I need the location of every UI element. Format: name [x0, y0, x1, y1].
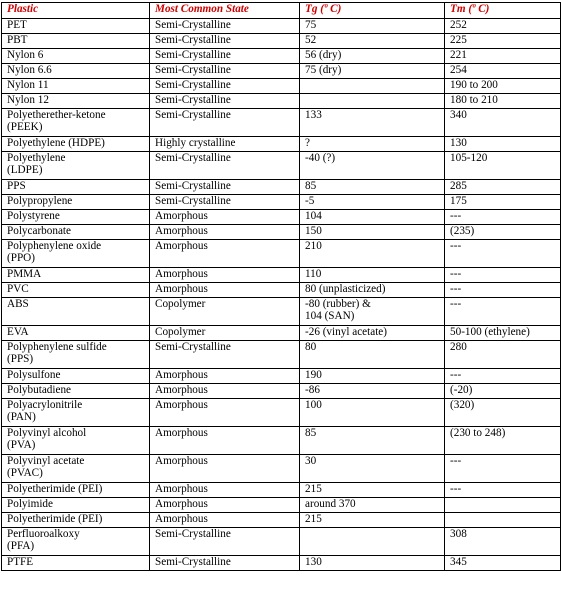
cell-tm: --- [445, 210, 561, 225]
cell-state: Amorphous [150, 498, 300, 513]
cell-tg [300, 19, 445, 34]
cell-state: Amorphous [150, 483, 300, 498]
cell-plastic [2, 195, 150, 210]
cell-tm: 225 [445, 34, 561, 49]
cell-plastic [2, 49, 150, 64]
header-tg: Tg (º C) [300, 3, 445, 19]
cell-tm: (230 to 248) [445, 427, 561, 455]
table-row [2, 109, 561, 137]
cell-tm: 190 to 200 [445, 79, 561, 94]
cell-tg [300, 483, 445, 498]
cell-state: Semi-Crystalline [150, 528, 300, 556]
table-row [2, 195, 561, 210]
cell-plastic [2, 369, 150, 384]
table-row [2, 283, 561, 298]
cell-tg [300, 240, 445, 268]
cell-plastic-line: Polyethylene [7, 152, 66, 164]
cell-state: Amorphous [150, 384, 300, 399]
table-header-row [2, 3, 561, 19]
cell-plastic-line: Nylon 11 [7, 79, 49, 91]
cell-tg-line: 190 [305, 369, 322, 381]
cell-plastic [2, 152, 150, 180]
cell-tm: (-20) [445, 384, 561, 399]
table-row [2, 268, 561, 283]
cell-plastic [2, 513, 150, 528]
cell-plastic [2, 528, 150, 556]
table-row [2, 210, 561, 225]
cell-plastic [2, 483, 150, 498]
cell-plastic [2, 298, 150, 326]
cell-tg-line: 85 [305, 180, 317, 192]
cell-plastic-line: Polyetherimide (PEI) [7, 483, 103, 495]
cell-tg [300, 528, 445, 556]
cell-tg [300, 210, 445, 225]
cell-state: Amorphous [150, 268, 300, 283]
cell-plastic-line: (PVAC) [7, 467, 43, 480]
cell-plastic-line: Polyphenylene oxide [7, 240, 102, 252]
cell-state: Amorphous [150, 210, 300, 225]
cell-tm: 175 [445, 195, 561, 210]
cell-tg [300, 498, 445, 513]
cell-plastic-line: (PAN) [7, 411, 36, 424]
cell-plastic-line: Polystyrene [7, 210, 60, 222]
cell-tm: (320) [445, 399, 561, 427]
table-row [2, 556, 561, 571]
cell-state: Copolymer [150, 326, 300, 341]
cell-tg [300, 34, 445, 49]
cell-plastic-line: Perfluoroalkoxy [7, 528, 80, 540]
cell-state: Semi-Crystalline [150, 180, 300, 195]
cell-tg-line: 52 [305, 34, 317, 46]
cell-tg [300, 225, 445, 240]
cell-tm: 50-100 (ethylene) [445, 326, 561, 341]
cell-tm: 308 [445, 528, 561, 556]
cell-tm: 252 [445, 19, 561, 34]
cell-plastic-line: Polyvinyl alcohol [7, 427, 87, 439]
cell-plastic-line: (PEEK) [7, 121, 43, 134]
cell-tm: --- [445, 268, 561, 283]
cell-tg-line: 133 [305, 109, 322, 121]
cell-plastic [2, 19, 150, 34]
cell-tm: --- [445, 455, 561, 483]
cell-plastic [2, 94, 150, 109]
table-row [2, 225, 561, 240]
cell-plastic [2, 384, 150, 399]
cell-plastic [2, 498, 150, 513]
cell-state: Semi-Crystalline [150, 109, 300, 137]
cell-tm: 285 [445, 180, 561, 195]
cell-state: Semi-Crystalline [150, 79, 300, 94]
cell-plastic-line: (PVA) [7, 439, 36, 452]
table-body [2, 19, 561, 571]
table-row [2, 49, 561, 64]
cell-tg-line: 130 [305, 556, 322, 568]
cell-plastic [2, 79, 150, 94]
cell-plastic-line: Nylon 6 [7, 49, 44, 61]
cell-tg [300, 298, 445, 326]
cell-tg-line: -86 [305, 384, 320, 396]
cell-plastic [2, 210, 150, 225]
cell-state: Semi-Crystalline [150, 152, 300, 180]
cell-state: Semi-Crystalline [150, 195, 300, 210]
cell-tg [300, 556, 445, 571]
cell-tm: 180 to 210 [445, 94, 561, 109]
cell-tg-line: -5 [305, 195, 315, 207]
cell-plastic [2, 455, 150, 483]
polymer-properties-document [1, 2, 560, 599]
cell-state: Semi-Crystalline [150, 49, 300, 64]
cell-plastic-line: (PPO) [7, 252, 35, 265]
cell-tg-line: -40 (?) [305, 152, 336, 164]
table-row [2, 483, 561, 498]
cell-plastic-line: Polybutadiene [7, 384, 72, 396]
cell-tm: --- [445, 240, 561, 268]
cell-tg [300, 427, 445, 455]
cell-tm: 345 [445, 556, 561, 571]
cell-state: Semi-Crystalline [150, 34, 300, 49]
table-row [2, 240, 561, 268]
cell-plastic [2, 137, 150, 152]
cell-plastic-line: EVA [7, 326, 29, 338]
cell-tm: 340 [445, 109, 561, 137]
table-row [2, 34, 561, 49]
cell-plastic [2, 326, 150, 341]
table-row [2, 369, 561, 384]
cell-plastic-line: PPS [7, 180, 26, 192]
cell-tm: --- [445, 369, 561, 384]
cell-plastic [2, 268, 150, 283]
cell-tg [300, 79, 445, 94]
cell-plastic-line: PVC [7, 283, 29, 295]
cell-state: Amorphous [150, 225, 300, 240]
cell-state: Copolymer [150, 298, 300, 326]
table-row [2, 341, 561, 369]
cell-tm: --- [445, 483, 561, 498]
table-row [2, 298, 561, 326]
table-row [2, 64, 561, 79]
cell-plastic-line: Polyacrylonitrile [7, 399, 83, 411]
cell-tg-line: -26 (vinyl acetate) [305, 326, 387, 338]
cell-plastic-line: (LDPE) [7, 164, 43, 177]
cell-tg-line: 80 (unplasticized) [305, 283, 386, 295]
cell-state: Amorphous [150, 240, 300, 268]
cell-plastic-line: Polyimide [7, 498, 53, 510]
cell-tg-line: 100 [305, 399, 322, 411]
cell-tg-line: 215 [305, 483, 322, 495]
cell-tg-line: 56 (dry) [305, 49, 342, 61]
cell-plastic-line: Polyetherether-ketone [7, 109, 106, 121]
cell-tm: 280 [445, 341, 561, 369]
cell-tg-line: around 370 [305, 498, 356, 510]
cell-plastic-line: Polyetherimide (PEI) [7, 513, 103, 525]
cell-plastic [2, 64, 150, 79]
table-row [2, 498, 561, 513]
cell-plastic-line: ABS [7, 298, 29, 310]
cell-tm: 130 [445, 137, 561, 152]
cell-state: Semi-Crystalline [150, 64, 300, 79]
cell-tg-line: ? [305, 137, 310, 149]
cell-tm: --- [445, 283, 561, 298]
table-row [2, 528, 561, 556]
cell-state: Semi-Crystalline [150, 94, 300, 109]
cell-plastic [2, 180, 150, 195]
cell-tm: 105-120 [445, 152, 561, 180]
table-row [2, 79, 561, 94]
cell-tg-line: 150 [305, 225, 322, 237]
cell-plastic [2, 34, 150, 49]
cell-tg [300, 369, 445, 384]
cell-plastic-line: Nylon 6.6 [7, 64, 52, 76]
cell-tg [300, 49, 445, 64]
cell-plastic-line: Polysulfone [7, 369, 61, 381]
cell-plastic [2, 399, 150, 427]
cell-state: Amorphous [150, 399, 300, 427]
header-tm: Tm (º C) [445, 3, 561, 19]
cell-tm [445, 498, 561, 513]
cell-plastic [2, 283, 150, 298]
cell-tg-line: 85 [305, 427, 317, 439]
cell-tg [300, 341, 445, 369]
cell-tm: 221 [445, 49, 561, 64]
cell-tg-line: 104 [305, 210, 322, 222]
table-row [2, 455, 561, 483]
table-row [2, 399, 561, 427]
cell-plastic [2, 341, 150, 369]
cell-state: Semi-Crystalline [150, 556, 300, 571]
cell-tg [300, 64, 445, 79]
cell-tg [300, 399, 445, 427]
table-row [2, 137, 561, 152]
cell-tg [300, 384, 445, 399]
table-row [2, 152, 561, 180]
cell-plastic [2, 556, 150, 571]
cell-state: Amorphous [150, 427, 300, 455]
table-row [2, 427, 561, 455]
cell-tg [300, 195, 445, 210]
cell-tg-line: 30 [305, 455, 317, 467]
table-row [2, 19, 561, 34]
cell-plastic-line: Polycarbonate [7, 225, 71, 237]
cell-plastic-line: Polypropylene [7, 195, 73, 207]
cell-tg-line: 210 [305, 240, 322, 252]
table-row [2, 180, 561, 195]
cell-tg [300, 455, 445, 483]
cell-tg [300, 326, 445, 341]
cell-tm: (235) [445, 225, 561, 240]
header-most-common-state: Most Common State [150, 3, 300, 19]
table-row [2, 384, 561, 399]
cell-tg-line: 215 [305, 513, 322, 525]
cell-plastic-line: Nylon 12 [7, 94, 49, 106]
cell-tg [300, 268, 445, 283]
cell-tg-line: 75 [305, 19, 317, 31]
cell-tg [300, 513, 445, 528]
cell-plastic-line: Polyethylene (HDPE) [7, 137, 105, 149]
cell-tg [300, 137, 445, 152]
cell-tg-line: 104 (SAN) [305, 310, 355, 323]
table-row [2, 513, 561, 528]
cell-tm [445, 513, 561, 528]
cell-plastic [2, 240, 150, 268]
cell-tg-line: 110 [305, 268, 322, 280]
cell-plastic [2, 109, 150, 137]
cell-state: Amorphous [150, 455, 300, 483]
cell-tm: 254 [445, 64, 561, 79]
cell-tg-line: 80 [305, 341, 317, 353]
cell-plastic-line: Polyphenylene sulfide [7, 341, 107, 353]
cell-plastic-line: (PPS) [7, 353, 34, 366]
cell-tg [300, 180, 445, 195]
cell-plastic-line: (PFA) [7, 540, 35, 553]
cell-tg [300, 94, 445, 109]
cell-state: Semi-Crystalline [150, 19, 300, 34]
cell-tg [300, 152, 445, 180]
table-row [2, 326, 561, 341]
cell-plastic-line: PET [7, 19, 27, 31]
cell-plastic-line: PBT [7, 34, 28, 46]
cell-plastic-line: PTFE [7, 556, 34, 568]
cell-state: Amorphous [150, 369, 300, 384]
cell-state: Amorphous [150, 513, 300, 528]
header-plastic: Plastic [2, 3, 150, 19]
cell-tg [300, 109, 445, 137]
polymer-properties-table [1, 2, 561, 571]
cell-plastic [2, 225, 150, 240]
cell-tm: --- [445, 298, 561, 326]
cell-plastic [2, 427, 150, 455]
cell-plastic-line: PMMA [7, 268, 42, 280]
table-row [2, 94, 561, 109]
cell-tg-line: -80 (rubber) & [305, 298, 371, 310]
cell-tg [300, 283, 445, 298]
cell-plastic-line: Polyvinyl acetate [7, 455, 85, 467]
cell-state: Amorphous [150, 283, 300, 298]
cell-state: Semi-Crystalline [150, 341, 300, 369]
cell-state: Highly crystalline [150, 137, 300, 152]
cell-tg-line: 75 (dry) [305, 64, 342, 76]
